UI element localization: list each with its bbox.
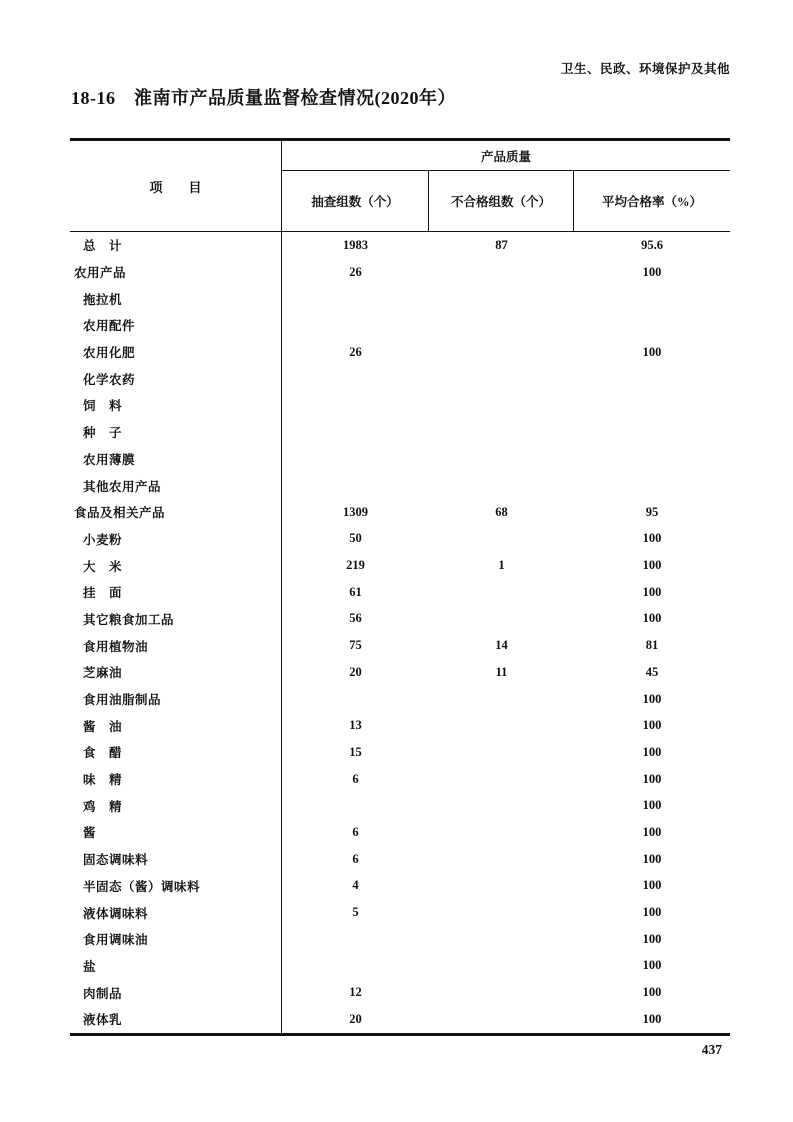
- table-row: [70, 873, 730, 900]
- row-label-cell: 大 米: [70, 552, 282, 579]
- unqualified-cell: 1: [498, 558, 505, 573]
- sampled-cell: 1983: [343, 237, 368, 252]
- row-label-cell: 总 计: [70, 232, 282, 259]
- pass-rate-cell: 100: [642, 1011, 662, 1026]
- pass-rate-cell: 100: [642, 611, 662, 626]
- pass-rate-cell: 100: [642, 851, 662, 866]
- column-header-average-pass-rate: 平均合格率（%）: [601, 195, 702, 209]
- column-header-unqualified-groups: 不合格组数（个）: [429, 171, 574, 231]
- sub-headers: [282, 171, 730, 231]
- row-label-cell: 农用化肥: [70, 339, 282, 366]
- table-row: [70, 446, 730, 473]
- item-column-header: 项 目: [70, 141, 282, 231]
- sampled-cell: 5: [352, 905, 359, 920]
- table-row: [70, 392, 730, 419]
- row-label-cell: 其他农用产品: [70, 472, 282, 499]
- pass-rate-cell: 100: [642, 344, 662, 359]
- page-title: 18-16 淮南市产品质量监督检查情况(2020年）: [71, 88, 456, 108]
- table-body: [70, 232, 730, 1033]
- sampled-cell: 75: [349, 638, 362, 653]
- sampled-cell: 26: [349, 344, 362, 359]
- row-label-cell: 酱 油: [70, 712, 282, 739]
- sampled-cell: 56: [349, 611, 362, 626]
- chapter-header: 卫生、民政、环境保护及其他: [560, 62, 730, 76]
- pass-rate-cell: 100: [642, 958, 662, 973]
- table-row: [70, 926, 730, 953]
- sampled-cell: 6: [352, 771, 359, 786]
- row-label-cell: 拖拉机: [70, 285, 282, 312]
- table-row: [70, 579, 730, 606]
- row-label-cell: 食品及相关产品: [70, 499, 282, 526]
- row-label-cell: 农用配件: [70, 312, 282, 339]
- row-label-cell: 化学农药: [70, 365, 282, 392]
- statistics-table: [70, 138, 730, 1036]
- table-row: [70, 1006, 730, 1033]
- row-label-cell: 食用调味油: [70, 926, 282, 953]
- row-label-cell: 固态调味料: [70, 846, 282, 873]
- page-number: 437: [701, 1042, 722, 1057]
- row-label-cell: 液体调味料: [70, 899, 282, 926]
- table-row: [70, 953, 730, 980]
- pass-rate-cell: 100: [642, 905, 662, 920]
- row-label-cell: 小麦粉: [70, 526, 282, 553]
- group-header-product-quality: 产品质量: [282, 141, 730, 171]
- row-label-cell: 食用植物油: [70, 632, 282, 659]
- unqualified-cell: 11: [495, 664, 508, 679]
- pass-rate-cell: 100: [642, 824, 662, 839]
- row-label-cell: 挂 面: [70, 579, 282, 606]
- table-header: [70, 141, 730, 232]
- row-label-cell: 饲 料: [70, 392, 282, 419]
- table-row: [70, 739, 730, 766]
- table-row: [70, 899, 730, 926]
- row-label-cell: 肉制品: [70, 979, 282, 1006]
- table-row: [70, 285, 730, 312]
- sampled-cell: 15: [349, 744, 362, 759]
- sampled-cell: 1309: [343, 504, 368, 519]
- pass-rate-cell: 100: [642, 691, 662, 706]
- pass-rate-cell: 100: [642, 718, 662, 733]
- row-label-cell: 食 醋: [70, 739, 282, 766]
- pass-rate-cell: 100: [642, 531, 662, 546]
- table-row: [70, 819, 730, 846]
- row-label-cell: 种 子: [70, 419, 282, 446]
- pass-rate-cell: 100: [642, 744, 662, 759]
- pass-rate-cell: 45: [645, 664, 659, 679]
- pass-rate-cell: 100: [642, 878, 662, 893]
- table-row: [70, 419, 730, 446]
- quality-header-group: [282, 141, 730, 231]
- table-row: [70, 339, 730, 366]
- sampled-cell: 61: [349, 584, 362, 599]
- sampled-cell: 219: [346, 558, 365, 573]
- row-label-cell: 酱: [70, 819, 282, 846]
- pass-rate-cell: 100: [642, 558, 662, 573]
- pass-rate-cell: 100: [642, 985, 662, 1000]
- table-row: [70, 499, 730, 526]
- row-label-cell: 农用产品: [70, 259, 282, 286]
- sampled-cell: 50: [349, 531, 362, 546]
- table-row: [70, 766, 730, 793]
- sampled-cell: 6: [352, 851, 359, 866]
- table-row: [70, 686, 730, 713]
- sampled-cell: 6: [352, 824, 359, 839]
- table-row: [70, 659, 730, 686]
- table-row: [70, 365, 730, 392]
- pass-rate-cell: 81: [645, 638, 659, 653]
- pass-rate-cell: 100: [642, 931, 662, 946]
- sampled-cell: 4: [352, 878, 359, 893]
- sampled-cell: 20: [349, 1011, 362, 1026]
- table-row: [70, 606, 730, 633]
- unqualified-cell: 14: [495, 638, 508, 653]
- pass-rate-cell: 95.6: [641, 237, 663, 252]
- row-label-cell: 其它粮食加工品: [70, 606, 282, 633]
- table-row: [70, 979, 730, 1006]
- pass-rate-cell: 100: [642, 264, 662, 279]
- row-label-cell: 农用薄膜: [70, 446, 282, 473]
- table-row: [70, 259, 730, 286]
- table-row: [70, 312, 730, 339]
- sampled-cell: 13: [349, 718, 362, 733]
- table-row: [70, 552, 730, 579]
- table-row: [70, 632, 730, 659]
- pass-rate-cell: 100: [642, 798, 662, 813]
- row-label-cell: 盐: [70, 953, 282, 980]
- table-row: [70, 526, 730, 553]
- pass-rate-cell: 100: [642, 771, 662, 786]
- table-row: [70, 712, 730, 739]
- row-label-cell: 鸡 精: [70, 792, 282, 819]
- unqualified-cell: 87: [495, 237, 508, 252]
- table-row: [70, 472, 730, 499]
- pass-rate-cell: 100: [642, 584, 662, 599]
- sampled-cell: 20: [349, 664, 362, 679]
- table-row: [70, 792, 730, 819]
- column-header-sampled-groups: 抽查组数（个）: [282, 171, 429, 231]
- row-label-cell: 液体乳: [70, 1006, 282, 1033]
- table-row: [70, 232, 730, 259]
- sampled-cell: 26: [349, 264, 362, 279]
- row-label-cell: 芝麻油: [70, 659, 282, 686]
- row-label-cell: 味 精: [70, 766, 282, 793]
- row-label-cell: 食用油脂制品: [70, 686, 282, 713]
- sampled-cell: 12: [349, 985, 362, 1000]
- table-row: [70, 846, 730, 873]
- pass-rate-cell: 95: [645, 504, 659, 519]
- row-label-cell: 半固态（酱）调味料: [70, 873, 282, 900]
- unqualified-cell: 68: [495, 504, 508, 519]
